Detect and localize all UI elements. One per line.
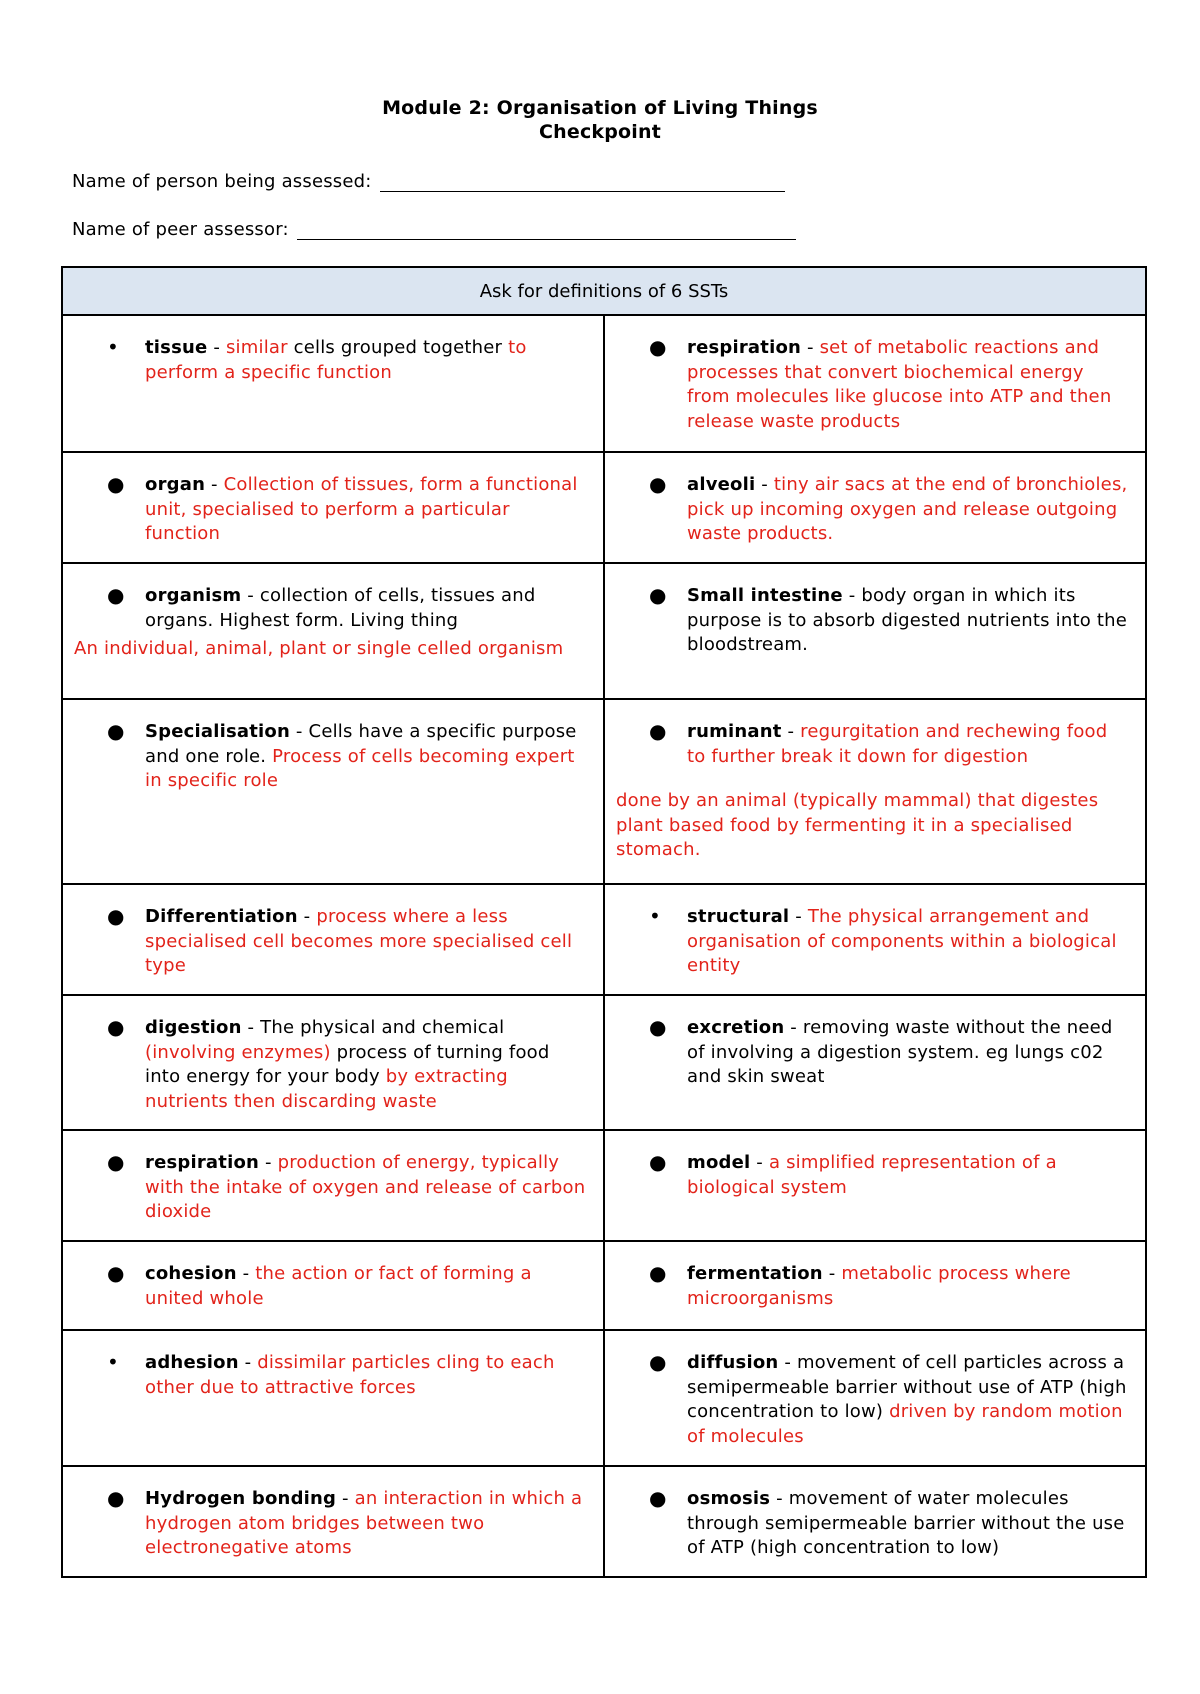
definition-cell-right (604, 1241, 1146, 1330)
definition-part-red: process where a less specialised cell becomes more specialised cell type (145, 906, 573, 976)
definition-item (63, 700, 603, 798)
bullet-icon: ● (107, 719, 125, 743)
term-separator: - (822, 1263, 842, 1284)
definition-text (687, 473, 1131, 547)
definition-part-red: to perform a specific function (145, 337, 527, 383)
definition-item (605, 564, 1145, 662)
definition-text (687, 720, 1131, 769)
table-row (62, 884, 1146, 995)
term-separator: - (207, 337, 226, 358)
term-separator: - (789, 906, 808, 927)
definition-text (145, 905, 589, 979)
term: cohesion (145, 1263, 237, 1284)
definition-text (687, 1487, 1131, 1561)
definition-item (63, 1242, 603, 1315)
definition-cell-left (62, 995, 604, 1130)
assessor-name-field (72, 219, 796, 240)
term: Small intestine (687, 585, 843, 606)
definition-part-red: metabolic process where microorganisms (687, 1263, 1071, 1309)
definition-cell-left (62, 315, 604, 452)
additional-definition: An individual, animal, plant or single celled organism (74, 638, 564, 659)
term-separator: - (238, 1352, 258, 1373)
definition-item (605, 1131, 1145, 1204)
definition-cell-right (604, 884, 1146, 995)
bullet-icon: ● (649, 1350, 667, 1374)
assessed-name-line[interactable] (380, 175, 785, 192)
term: organ (145, 474, 206, 495)
definition-part-red: set of metabolic reactions and processes that convert biochemical energy from molecules like glucose into ATP and then release waste products (687, 337, 1112, 432)
definition-cell-left (62, 1241, 604, 1330)
term-separator: - (290, 721, 309, 742)
term-separator: - (770, 1488, 789, 1509)
definition-text (145, 1151, 589, 1225)
bullet-icon: ● (649, 1015, 667, 1039)
definition-text (145, 473, 589, 547)
definition-text (145, 336, 589, 385)
definition-part-red: similar (225, 337, 288, 358)
definition-part-red: by extracting nutrients then discarding waste (145, 1066, 508, 1112)
assessed-name-label: Name of person being assessed: (72, 171, 372, 192)
table-row (62, 1466, 1146, 1577)
definition-part: process of turning food into energy for your body (145, 1041, 550, 1087)
term-separator: - (241, 585, 260, 606)
term: Specialisation (145, 721, 290, 742)
definition-item (605, 316, 1145, 438)
definition-text (687, 1351, 1131, 1449)
definition-text (145, 1351, 589, 1400)
definition-item (63, 1131, 603, 1229)
term: digestion (145, 1017, 242, 1038)
bullet-icon: ● (649, 335, 667, 359)
definition-cell-left (62, 452, 604, 563)
definition-part: Cells have a specific purpose and one role. (145, 721, 577, 767)
definition-part-red: regurgitation and rechewing food to further break it down for digestion (687, 721, 1108, 767)
definition-text (687, 336, 1131, 434)
bullet-icon: ● (107, 904, 125, 928)
definition-cell-right (604, 1130, 1146, 1241)
table-row (62, 995, 1146, 1130)
term-separator: - (241, 1017, 261, 1038)
term-separator: - (801, 337, 820, 358)
definition-part-red: dissimilar particles cling to each other due to attractive forces (145, 1352, 555, 1398)
document-title: Module 2: Organisation of Living Things (382, 97, 818, 119)
term-separator: - (755, 474, 774, 495)
definition-item (605, 885, 1145, 983)
term-separator: - (236, 1263, 256, 1284)
bullet-icon: ● (107, 1150, 125, 1174)
definition-part: movement of water molecules through semipermeable barrier without the use of ATP (high concentration to low) (687, 1488, 1125, 1558)
bullet-icon: • (107, 335, 119, 359)
definition-text (145, 1487, 589, 1561)
definition-part: movement of cell particles across a semipermeable barrier without use of ATP (high concentration to low) (687, 1352, 1127, 1422)
definition-part-red: Process of cells becoming expert in specific role (145, 745, 575, 791)
definition-item (605, 453, 1145, 551)
term: osmosis (687, 1488, 771, 1509)
definition-part: cells grouped together (287, 337, 509, 358)
definition-item (63, 316, 603, 389)
term-separator: - (784, 1017, 803, 1038)
table-row (62, 1130, 1146, 1241)
table-row (62, 315, 1146, 452)
definition-part-red: tiny air sacs at the end of bronchioles, pick up incoming oxygen and release outgoing waste products. (687, 474, 1128, 544)
definition-part-red: Collection of tissues, form a functional unit, specialised to perform a particular function (145, 474, 578, 544)
definition-cell-left (62, 699, 604, 884)
definition-cell-right (604, 699, 1146, 884)
assessor-name-line[interactable] (297, 223, 796, 240)
definition-cell-right (604, 1330, 1146, 1466)
table-header-row (62, 267, 1146, 315)
term: adhesion (145, 1352, 239, 1373)
definition-part: collection of cells, tissues and organs. Highest form. Living thing (145, 585, 536, 631)
definition-part: body organ in which its purpose is to absorb digested nutrients into the bloodstream. (687, 585, 1127, 655)
definition-cell-left (62, 563, 604, 699)
bullet-icon: ● (649, 1261, 667, 1285)
bullet-icon: ● (649, 1150, 667, 1174)
definition-cell-left (62, 1466, 604, 1577)
definition-text (145, 584, 589, 633)
definition-item (63, 564, 603, 637)
assessor-name-label: Name of peer assessor: (72, 219, 289, 240)
definition-cell-right (604, 1466, 1146, 1577)
term-separator: - (336, 1488, 355, 1509)
table-row (62, 1330, 1146, 1466)
definition-cell-left (62, 884, 604, 995)
definition-part-red: production of energy, typically with the intake of oxygen and release of carbon dioxide (145, 1152, 586, 1222)
bullet-icon: ● (649, 472, 667, 496)
definition-item (63, 996, 603, 1118)
definition-cell-right (604, 452, 1146, 563)
term-separator: - (778, 1352, 797, 1373)
term: structural (687, 906, 790, 927)
term-separator: - (259, 1152, 278, 1173)
term: ruminant (687, 721, 782, 742)
bullet-icon: ● (107, 1015, 125, 1039)
definition-text (145, 1016, 589, 1114)
definition-text (687, 1262, 1131, 1311)
definition-part: The physical and chemical (260, 1017, 505, 1038)
term: Hydrogen bonding (145, 1488, 337, 1509)
definition-text (687, 1016, 1131, 1090)
definition-item (605, 996, 1145, 1094)
definition-part: removing waste without the need of involving a digestion system. eg lungs c02 and skin sweat (687, 1017, 1113, 1087)
table-row (62, 563, 1146, 699)
definition-item (63, 885, 603, 983)
term: tissue (145, 337, 208, 358)
definition-item (605, 1467, 1145, 1565)
definition-item (605, 1331, 1145, 1453)
definition-item (605, 1242, 1145, 1315)
definition-text (145, 1262, 589, 1311)
definition-part-red: (involving enzymes) (145, 1041, 331, 1063)
term-separator: - (297, 906, 317, 927)
definition-part-red: driven by random motion of molecules (687, 1401, 1123, 1447)
term-separator: - (842, 585, 862, 606)
bullet-icon: ● (107, 472, 125, 496)
term-separator: - (750, 1152, 769, 1173)
definition-cell-left (62, 1330, 604, 1466)
definitions-table (61, 266, 1147, 1578)
definition-part-red: the action or fact of forming a united whole (145, 1263, 532, 1309)
term: respiration (687, 337, 802, 358)
definition-part-red: The physical arrangement and organisation of components within a biological entity (687, 906, 1117, 976)
document-subtitle: Checkpoint (538, 121, 662, 143)
table-row (62, 452, 1146, 563)
definition-item (63, 453, 603, 551)
bullet-icon: ● (649, 719, 667, 743)
bullet-icon: • (649, 904, 661, 928)
definition-cell-left (62, 1130, 604, 1241)
term-separator: - (781, 721, 801, 742)
definition-cell-right (604, 315, 1146, 452)
definition-text (687, 584, 1131, 658)
definition-item (605, 700, 1145, 773)
definition-text (687, 1151, 1131, 1200)
definition-item (63, 1331, 603, 1404)
term: excretion (687, 1017, 785, 1038)
table-row (62, 1241, 1146, 1330)
definition-text (145, 720, 589, 794)
definition-part-red: a simplified representation of a biological system (687, 1152, 1057, 1198)
definition-cell-right (604, 995, 1146, 1130)
term: diffusion (687, 1352, 779, 1373)
term: respiration (145, 1152, 260, 1173)
definition-part-red: an interaction in which a hydrogen atom bridges between two electronegative atoms (145, 1488, 583, 1558)
table-row (62, 699, 1146, 884)
table-heading: Ask for definitions of 6 SSTs (62, 267, 1146, 315)
assessed-name-field (72, 171, 785, 192)
bullet-icon: ● (107, 1486, 125, 1510)
bullet-icon: ● (107, 1261, 125, 1285)
term-separator: - (205, 474, 224, 495)
bullet-icon: • (107, 1350, 119, 1374)
additional-definition: done by an animal (typically mammal) that digestes plant based food by fermenting it in a specialised stomach. (616, 790, 1099, 860)
term: fermentation (687, 1263, 823, 1284)
definition-item (63, 1467, 603, 1565)
definition-cell-right (604, 563, 1146, 699)
bullet-icon: ● (649, 583, 667, 607)
bullet-icon: ● (107, 583, 125, 607)
term: Differentiation (145, 906, 298, 927)
bullet-icon: ● (649, 1486, 667, 1510)
term: organism (145, 585, 242, 606)
term: model (687, 1152, 751, 1173)
term: alveoli (687, 474, 756, 495)
definition-text (687, 905, 1131, 979)
